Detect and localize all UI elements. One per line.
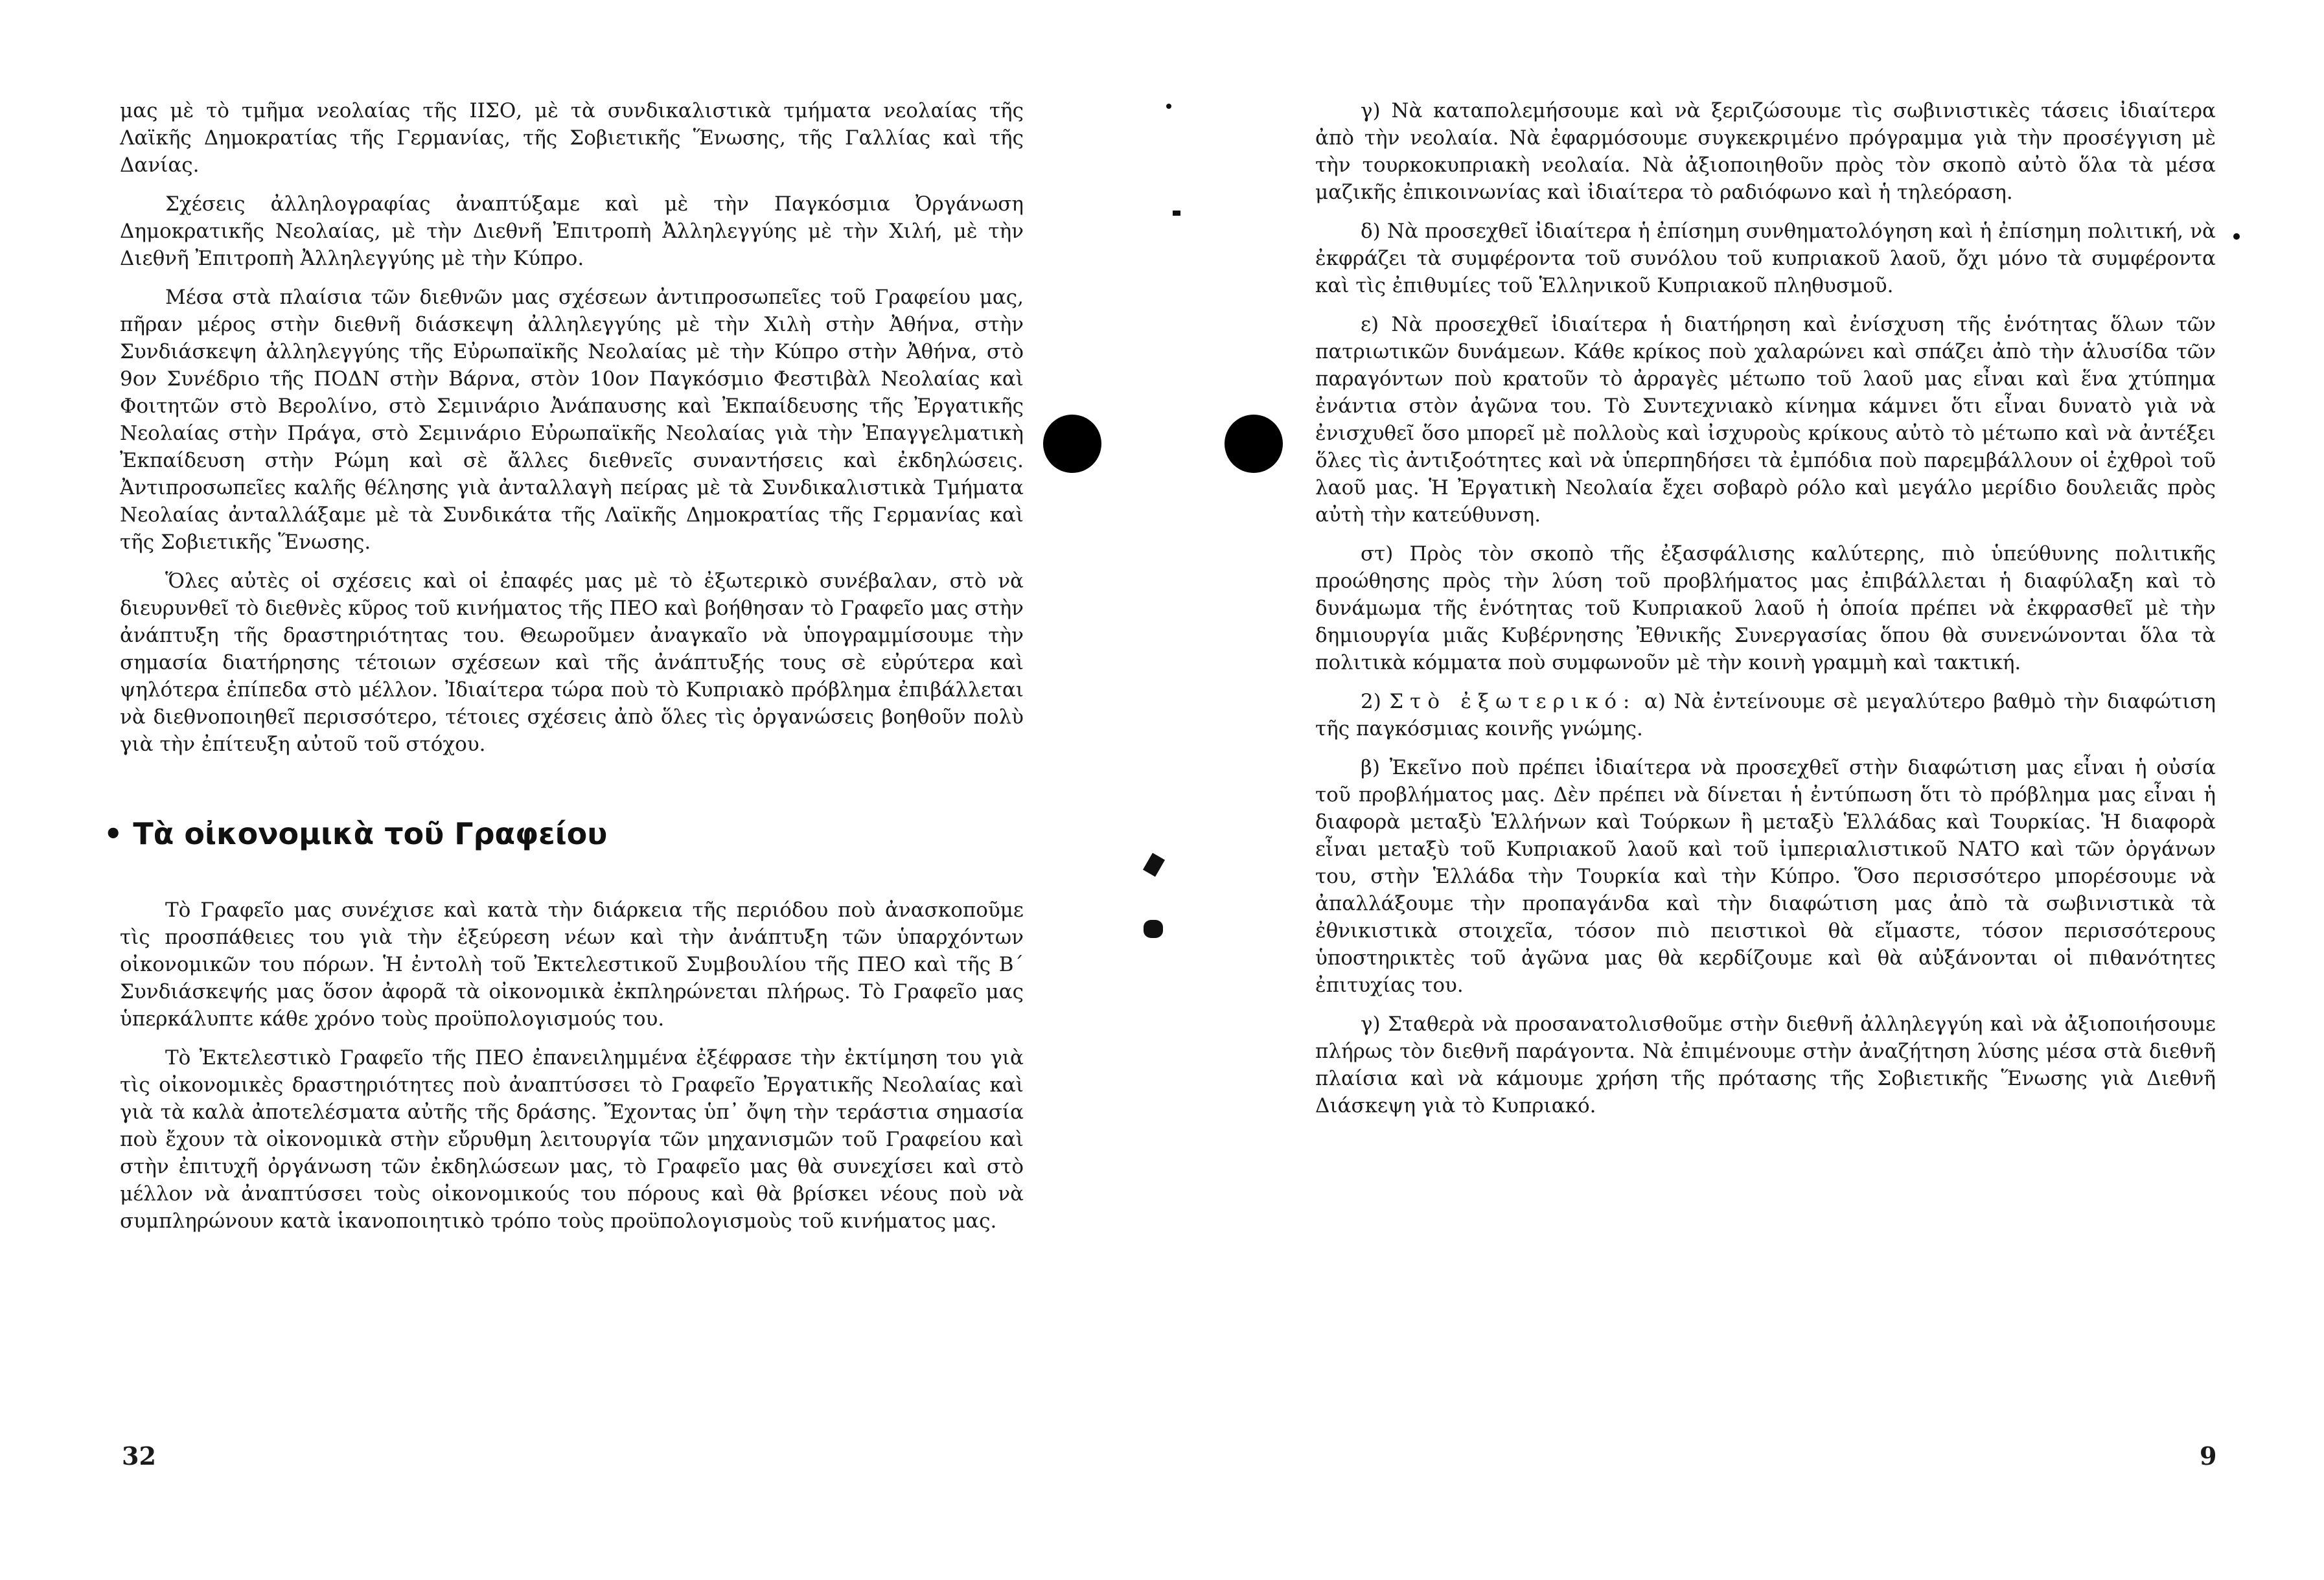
ink-speck: [2233, 233, 2240, 240]
left-paragraph-4: Ὅλες αὐτὲς οἱ σχέσεις καὶ οἱ ἐπαφές μας μὲ τὸ ἐξωτερικὸ συνέβαλαν, στὸ νὰ διευρυνθεῖ τὸ διεθνὲς κῦρος τοῦ κινήματος τῆς ΠΕΟ καὶ βοήθησαν τὸ Γραφεῖο μας στὴν ἀνάπτυξη τῆς δραστηριότητας του. Θεωροῦμεν ἀναγκαῖο νὰ ὑπογραμμίσουμε τὴν σημασία διατήρησης τέτοιων σχέσεων καὶ τῆς ἀνάπτυξής τους σὲ εὐρύτερα καὶ ψηλότερα ἐπίπεδα στὸ μέλλον. Ἰδιαίτερα τώρα ποὺ τὸ Κυπριακὸ πρόβλημα ἐπιβάλλεται νὰ διεθνοποιηθεῖ περισσότερο, τέτοιες σχέσεις ἀπὸ ὅλες τὶς ὀργανώσεις βοηθοῦν πολὺ γιὰ τὴν ἐπίτευξη αὐτοῦ τοῦ στόχου.: [120, 569, 1024, 756]
left-paragraph-6: Τὸ Ἐκτελεστικὸ Γραφεῖο τῆς ΠΕΟ ἐπανειλημμένα ἐξέφρασε τὴν ἐκτίμηση του γιὰ τὶς οἰκονομικὲς δραστηριότητες ποὺ ἀναπτύσσει τὸ Γραφεῖο Ἐργατικῆς Νεολαίας καὶ γιὰ τὰ καλὰ ἀποτελέσματα αὐτῆς τῆς δράσης. Ἔχοντας ὑπ᾽ ὄψη τὴν τεράστια σημασία ποὺ ἔχουν τὰ οἰκονομικὰ στὴν εὔρυθμη λειτουργία τῶν μηχανισμῶν τοῦ Γραφείου καὶ στὴν ἐπιτυχῆ ὀργάνωση τῶν ἐκδηλώσεων μας, τὸ Γραφεῖο μας θὰ συνεχίσει καὶ στὸ μέλλον νὰ ἀναπτύσσει τοὺς οἰκονομικούς του πόρους καὶ θὰ βρίσκει νέους ποὺ νὰ συμπληρώνουν κατὰ ἱκανοποιητικὸ τρόπο τοὺς προϋπολογισμοὺς τοῦ κινήματος μας.: [120, 1046, 1024, 1233]
left-paragraph-5: Τὸ Γραφεῖο μας συνέχισε καὶ κατὰ τὴν διάρκεια τῆς περιόδου ποὺ ἀνασκοποῦμε τὶς προσπάθειες του γιὰ τὴν ἐξεύρεση νέων καὶ τὴν ἀνάπτυξη τῶν ὑπαρχόντων οἰκονομικῶν του πόρων. Ἡ ἐντολὴ τοῦ Ἐκτελεστικοῦ Συμβουλίου τῆς ΠΕΟ καὶ τῆς Β΄ Συνδιάσκεψής μας ὅσον ἀφορᾶ τὰ οἰκονομικὰ ἐκπληρώνεται πλήρως. Τὸ Γραφεῖο μας ὑπερκάλυπτε κάθε χρόνο τοὺς προϋπολογισμούς του.: [120, 899, 1024, 1031]
section-2-title: Στὸ ἐξωτερικό:: [1389, 690, 1637, 713]
binding-hole-left: [1043, 415, 1101, 473]
left-page: [104, 97, 1024, 1246]
right-section-2: [1315, 688, 2216, 742]
right-paragraph-5: β) Ἐκεῖνο ποὺ πρέπει ἰδιαίτερα νὰ προσεχθεῖ στὴν διαφώτιση μας εἶναι ἡ οὐσία τοῦ προβλήματος μας. Δὲν πρέπει νὰ δίνεται ἡ ἐντύπωση ὅτι τὸ πρόβλημα μας εἶναι ἡ διαφορὰ μεταξὺ Ἑλλήνων καὶ Τούρκων ἢ μεταξὺ Ἑλλάδας καὶ Τουρκίας. Ἡ διαφορὰ εἶναι μεταξὺ τοῦ Κυπριακοῦ λαοῦ καὶ τοῦ ἰμπεριαλιστικοῦ ΝΑΤΟ καὶ τῶν ὀργάνων του, στὴν Ἑλλάδα τὴν Τουρκία καὶ τὴν Κύπρο. Ὅσο περισσότερο μπορέσουμε νὰ ἀπαλλάξουμε τὴν προπαγάνδα καὶ τὴν διαφώτιση μας ἀπὸ τὰ σωβινιστικὰ τὰ ἐθνικιστικὰ στοιχεῖα, τόσον πιὸ πειστικοὶ θὰ εἴμαστε, τόσον περισσότερους ὑποστηρικτὲς τοῦ ἀγῶνα μας θὰ κερδίζουμε καὶ θὰ αὐξάνονται οἱ πιθανότητες ἐπιτυχίας του.: [1315, 756, 2216, 997]
page-number-left: 32: [122, 1441, 156, 1471]
ink-speck: [1173, 211, 1180, 216]
right-paragraph-6: γ) Σταθερὰ νὰ προσανατολισθοῦμε στὴν διεθνῆ ἀλληλεγγύη καὶ νὰ ἀξιοποιήσουμε πλήρως τὸν διεθνῆ παράγοντα. Νὰ ἐπιμένουμε στὴν ἀναζήτηση λύσης μέσα στὰ διεθνῆ πλαίσια καὶ νὰ κάμουμε χρήση τῆς πρότασης τῆς Σοβιετικῆς Ἕνωσης γιὰ Διεθνῆ Διάσκεψη γιὰ τὸ Κυπριακό.: [1315, 1013, 2216, 1117]
section-2-text: α) Νὰ ἐντείνουμε σὲ μεγαλύτερο βαθμὸ τὴν διαφώτιση τῆς παγκόσμιας κοινῆς γνώμης.: [1315, 690, 2216, 740]
right-paragraph-2: δ) Νὰ προσεχθεῖ ἰδιαίτερα ἡ ἐπίσημη συνθηματολόγηση καὶ ἡ ἐπίσημη πολιτική, νὰ ἐκφράζει τὰ συμφέροντα τοῦ συνόλου τοῦ κυπριακοῦ λαοῦ, ὄχι μόνο τὰ συμφέροντα καὶ τὶς ἐπιθυμίες τοῦ Ἑλληνικοῦ Κυπριακοῦ πληθυσμοῦ.: [1315, 220, 2216, 297]
page-number-right: 9: [2200, 1441, 2217, 1471]
ink-speck: [1166, 104, 1171, 109]
section-heading-finances: • Τὰ οἰκονομικὰ τοῦ Γραφείου: [104, 816, 608, 851]
right-page: [1315, 97, 2216, 1131]
right-paragraph-1: γ) Νὰ καταπολεμήσουμε καὶ νὰ ξεριζώσουμε τὶς σωβινιστικὲς τάσεις ἰδιαίτερα ἀπὸ τὴν νεολαία. Νὰ ἐφαρμόσουμε συγκεκριμένο πρόγραμμα γιὰ τὴν προσέγγιση μὲ τὴν τουρκοκυπριακὴ νεολαία. Νὰ ἀξιοποιηθοῦν πρὸς τὸν σκοπὸ αὐτὸ ὅλα τὰ μέσα μαζικῆς ἐπικοινωνίας καὶ ἰδιαίτερα τὸ ραδιόφωνο καὶ ἡ τηλεόραση.: [1315, 99, 2216, 204]
section-2-label: 2): [1361, 690, 1381, 713]
right-paragraph-3: ε) Νὰ προσεχθεῖ ἰδιαίτερα ἡ διατήρηση καὶ ἐνίσχυση τῆς ἑνότητας ὅλων τῶν πατριωτικῶν δυνάμεων. Κάθε κρίκος ποὺ χαλαρώνει καὶ σπάζει ἀπὸ τὴν ἁλυσίδα τῶν παραγόντων ποὺ κρατοῦν τὸ ἀρραγὲς μέτωπο τοῦ λαοῦ μας εἶναι καὶ ἕνα χτύπημα ἐνάντια στὸν ἀγῶνα του. Τὸ Συντεχνιακὸ κίνημα κάμνει ὅτι εἶναι δυνατὸ γιὰ νὰ ἐνισχυθεῖ ὅσο μπορεῖ μὲ πολλοὺς καὶ ἰσχυροὺς κρίκους αὐτὸ τὸ μέτωπο καὶ νὰ ἀντέξει ὅλες τὶς ἀντιξοότητες καὶ νὰ ὑπερπηδήσει τὰ ἐμπόδια ποὺ παρεμβάλλουν οἱ ἐχθροὶ τοῦ λαοῦ μας. Ἡ Ἐργατικὴ Νεολαία ἔχει σοβαρὸ ρόλο καὶ μεγάλο μερίδιο δουλειᾶς πρὸς αὐτὴ τὴν κατεύθυνση.: [1315, 313, 2216, 527]
left-paragraph-2: Σχέσεις ἀλληλογραφίας ἀναπτύξαμε καὶ μὲ τὴν Παγκόσμια Ὀργάνωση Δημοκρατικῆς Νεολαίας, μὲ τὴν Διεθνῆ Ἐπιτροπὴ Ἀλληλεγγύης μὲ τὴν Χιλή, μὲ τὴν Διεθνῆ Ἐπιτροπὴ Ἀλληλεγγύης μὲ τὴν Κύπρο.: [120, 192, 1024, 270]
ink-speck: [1144, 920, 1163, 938]
left-paragraph-3: Μέσα στὰ πλαίσια τῶν διεθνῶν μας σχέσεων ἀντιπροσωπεῖες τοῦ Γραφείου μας, πῆραν μέρος στὴν διεθνῆ διάσκεψη ἀλληλεγγύης μὲ τὴν Χιλὴ στὴν Ἀθήνα, στὴν Συνδιάσκεψη ἀλληλεγγύης τῆς Εὐρωπαϊκῆς Νεολαίας μὲ τὴν Κύπρο στὴν Ἀθήνα, στὸ 9ον Συνέδριο τῆς ΠΟΔΝ στὴν Βάρνα, στὸν 10ον Παγκόσμιο Φεστιβὰλ Νεολαίας καὶ Φοιτητῶν στὸ Βερολίνο, στὸ Σεμινάριο Ἀνάπαυσης καὶ Ἐκπαίδευσης τῆς Ἐργατικῆς Νεολαίας στὴν Πράγα, στὸ Σεμινάριο Εὐρωπαϊκῆς Νεολαίας γιὰ τὴν Ἐπαγγελματικὴ Ἐκπαίδευση στὴν Ρώμη καὶ σὲ ἄλλες διεθνεῖς συναντήσεις καὶ ἐκδηλώσεις. Ἀντιπροσωπεῖες καλῆς θέλησης γιὰ ἀνταλλαγὴ πείρας μὲ τὰ Συνδικαλιστικὰ Τμήματα Νεολαίας ἀνταλλάξαμε μὲ τὰ Συνδικάτα τῆς Λαϊκῆς Δημοκρατίας τῆς Γερμανίας καὶ τῆς Σοβιετικῆς Ἕνωσης.: [120, 286, 1024, 554]
right-paragraph-4: στ) Πρὸς τὸν σκοπὸ τῆς ἐξασφάλισης καλύτερης, πιὸ ὑπεύθυνης πολιτικῆς προώθησης πρὸς τὴν λύση τοῦ προβλήματος μας ἐπιβάλλεται ἡ διαφύλαξη καὶ τὸ δυνάμωμα τῆς ἑνότητας τοῦ Κυπριακοῦ λαοῦ ἡ ὁποία πρέπει νὰ ἐκφρασθεῖ μὲ τὴν δημιουργία μιᾶς Κυβέρνησης Ἐθνικῆς Συνεργασίας ὅπου θὰ συνενώνονται ὅλα τὰ πολιτικὰ κόμματα ποὺ συμφωνοῦν μὲ τὴν κοινὴ γραμμὴ καὶ τακτική.: [1315, 542, 2216, 674]
ink-speck: [1143, 853, 1165, 877]
binding-hole-right: [1225, 415, 1283, 473]
heading-text: Τὰ οἰκονομικὰ τοῦ Γραφείου: [133, 816, 608, 851]
left-paragraph-1: μας μὲ τὸ τμῆμα νεολαίας τῆς ΙΙΣΟ, μὲ τὰ συνδικαλιστικὰ τμήματα νεολαίας τῆς Λαϊκῆς Δημοκρατίας τῆς Γερμανίας, τῆς Σοβιετικῆς Ἕνωσης, τῆς Γαλλίας καὶ τῆς Δανίας.: [120, 99, 1024, 177]
